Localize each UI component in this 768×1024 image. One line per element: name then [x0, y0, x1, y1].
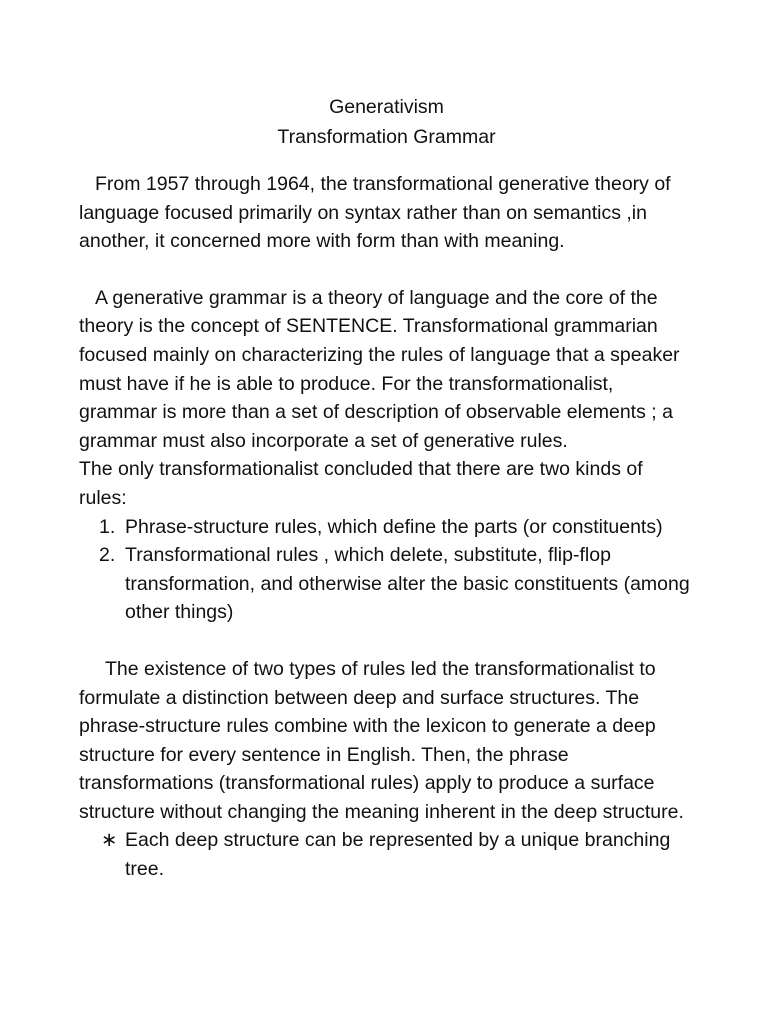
numbered-list: [79, 513, 694, 627]
list-item-text: Phrase-structure rules, which define the parts (or constituents): [125, 515, 663, 538]
list-item-text: Each deep structure can be represented by a unique branching tree.: [125, 829, 671, 881]
paragraph-rule-kinds: The only transformationalist concluded that there are two kinds of rules:: [79, 458, 643, 509]
paragraph-gap: [79, 256, 694, 284]
document-subtitle: Transformation Grammar: [277, 126, 496, 148]
asterisk-bullet-icon: ∗: [101, 829, 118, 852]
paragraph-deep-surface: The existence of two types of rules led the transformationalist to formulate a distinction between deep and surface structures. The phrase-structure rules combine with the lexicon to generate a deep structure for every sentence in English. Then, the phrase transformations (transformational rules) apply to produce a surface structure without changing the meaning inherent in the deep structure.: [79, 657, 684, 823]
paragraph-intro: From 1957 through 1964, the transformational generative theory of language focused primarily on syntax rather than on semantics ,in another, it concerned more with form than with meaning.: [79, 173, 671, 253]
list-item: [79, 513, 694, 542]
list-item-text: Transformational rules , which delete, substitute, flip-flop transformation, and otherwise alter the basic constituents (among other things): [125, 544, 690, 624]
list-item: [79, 541, 694, 627]
bullet-list: [79, 826, 694, 883]
list-marker: 2.: [99, 544, 116, 567]
paragraph-generative-grammar: A generative grammar is a theory of language and the core of the theory is the concept of SENTENCE. Transformational grammarian focused mainly on characterizing the rules of language that a speaker must have if he is able to produce. For the transformationalist, grammar is more than a set of description of observable elements ; a grammar must also incorporate a set of generative rules.: [79, 286, 680, 452]
document-page: [79, 92, 694, 884]
list-item: [79, 826, 694, 883]
paragraph-gap: [79, 627, 694, 655]
list-marker: 1.: [99, 515, 116, 538]
document-title: Generativism: [329, 96, 444, 118]
